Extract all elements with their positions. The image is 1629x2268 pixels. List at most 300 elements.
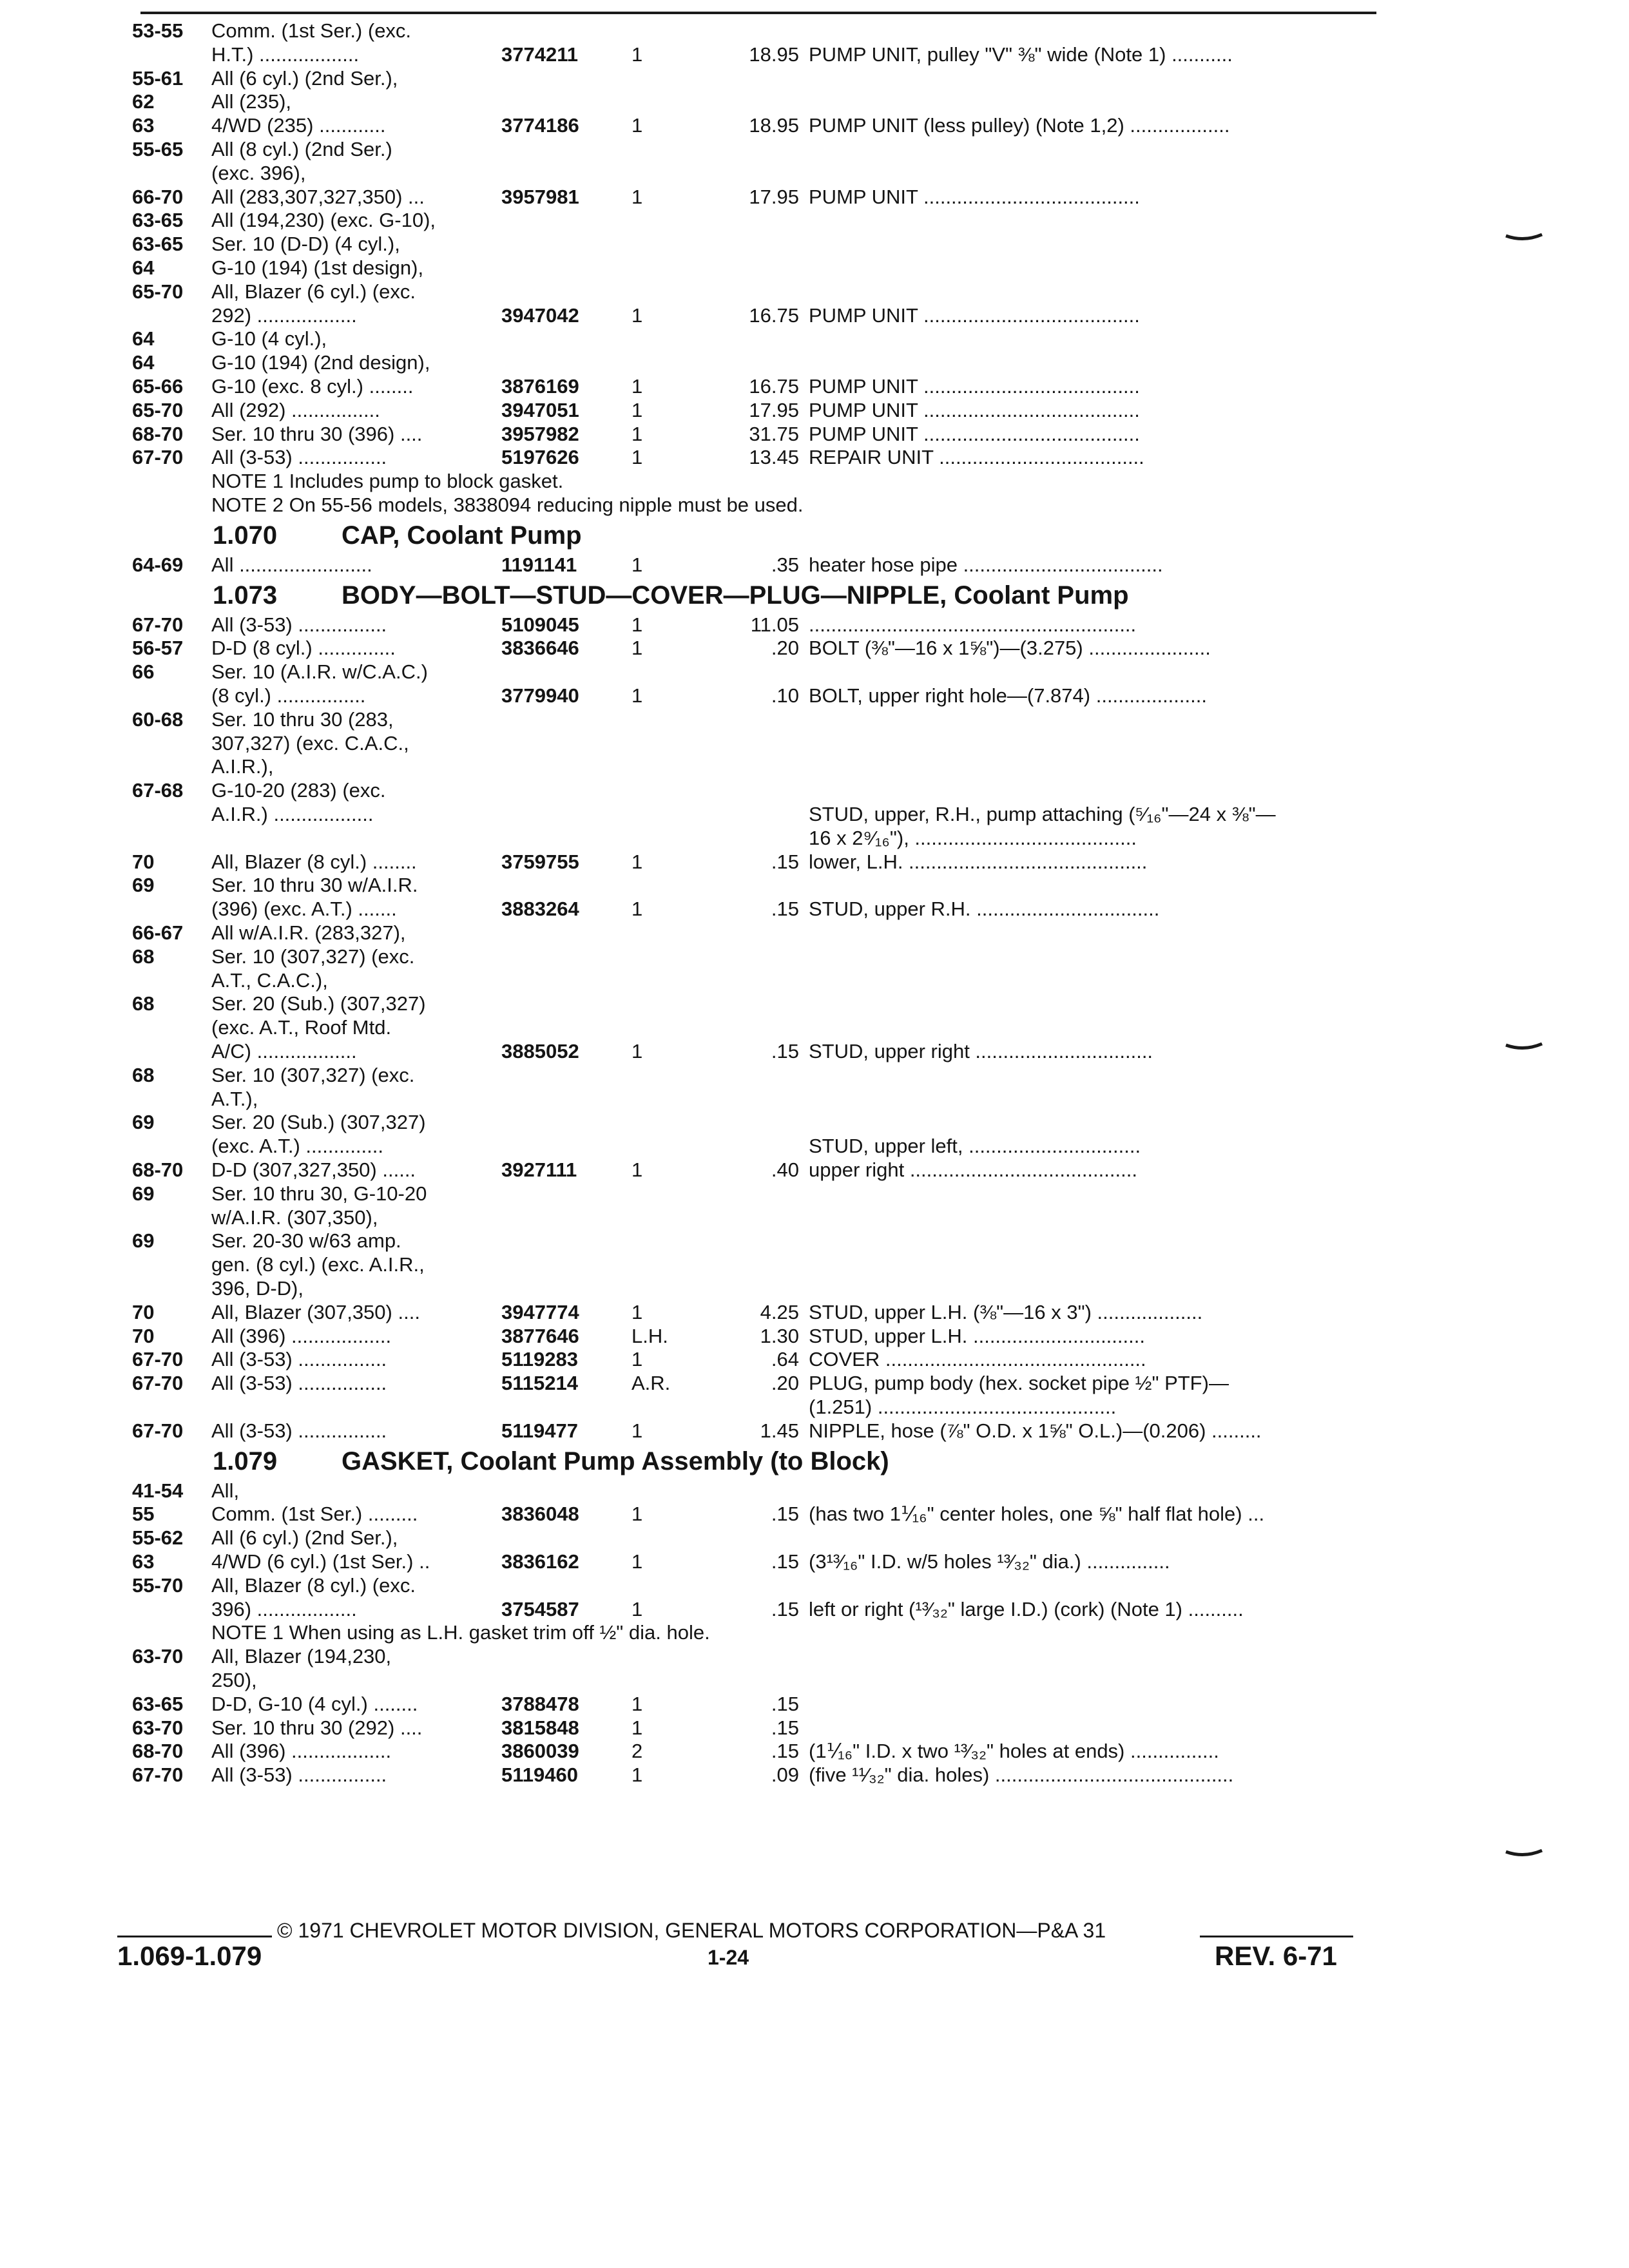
part-description: STUD, upper R.H. .................................	[809, 898, 1160, 921]
part-number: 3759755	[501, 850, 579, 873]
model-year: 65-70	[132, 280, 184, 303]
model-description: All ........................	[211, 553, 372, 576]
model-year: 62	[132, 90, 155, 113]
part-row	[0, 1205, 1629, 1231]
part-number: 3947774	[501, 1300, 579, 1323]
model-year: 69	[132, 1229, 155, 1253]
part-row	[0, 635, 1629, 661]
part-row	[0, 552, 1629, 578]
part-description: STUD, upper right ................................	[809, 1040, 1153, 1062]
model-year: 63-70	[132, 1645, 184, 1668]
part-row	[0, 1347, 1629, 1372]
model-description: All, Blazer (194,230,	[211, 1645, 392, 1668]
part-row	[0, 279, 1629, 305]
section-number: 1.079	[213, 1446, 278, 1475]
footer-section-range: 1.069-1.079	[117, 1941, 262, 1971]
part-row	[0, 920, 1629, 946]
part-number: 3947042	[501, 303, 579, 327]
model-year: 68-70	[132, 1158, 184, 1181]
part-number: 3779940	[501, 684, 579, 707]
price: 16.75	[749, 303, 799, 327]
model-description: Ser. 10 (307,327) (exc.	[211, 1063, 415, 1086]
part-description: heater hose pipe ....................................	[809, 553, 1163, 576]
part-row	[0, 326, 1629, 352]
part-number: 3774186	[501, 114, 579, 137]
model-description: All (3-53) ................	[211, 1763, 387, 1787]
model-description: gen. (8 cyl.) (exc. A.I.R.,	[211, 1253, 425, 1276]
quantity: 1	[631, 1040, 643, 1062]
part-row	[0, 612, 1629, 638]
price: .10	[771, 684, 799, 707]
part-number: 3876169	[501, 375, 579, 398]
part-row	[0, 1762, 1629, 1788]
part-row	[0, 374, 1629, 399]
model-description: All (283,307,327,350) ...	[211, 185, 425, 208]
part-description: REPAIR UNIT .....................................	[809, 446, 1144, 469]
part-row	[0, 1478, 1629, 1504]
footer-rule-left	[117, 1936, 272, 1937]
model-year: 63	[132, 114, 155, 137]
model-year: 56-57	[132, 637, 184, 660]
part-row	[0, 968, 1629, 994]
part-number: 1191141	[501, 553, 577, 576]
price: .15	[771, 898, 799, 921]
model-year: 68	[132, 992, 155, 1015]
margin-mark	[1505, 1849, 1543, 1858]
model-year: 64	[132, 327, 155, 351]
model-year: 63	[132, 1550, 155, 1573]
part-row	[0, 1667, 1629, 1693]
quantity: 1	[631, 1503, 643, 1526]
model-description: 4/WD (235) ............	[211, 114, 386, 137]
quantity: 1	[631, 613, 643, 636]
part-number: 5119477	[501, 1419, 578, 1442]
model-year: 67-68	[132, 779, 184, 802]
part-row	[0, 445, 1629, 470]
model-description: Ser. 10 thru 30, G-10-20	[211, 1182, 427, 1205]
model-description: G-10 (194) (1st design),	[211, 256, 424, 279]
part-row	[0, 1039, 1629, 1064]
part-row	[0, 1086, 1629, 1112]
model-description: All (396) ..................	[211, 1324, 392, 1347]
model-description: All (6 cyl.) (2nd Ser.),	[211, 1526, 398, 1550]
part-description: (five ¹¹⁄₃₂" dia. holes) ...........................................	[809, 1763, 1234, 1787]
model-year: 66-70	[132, 185, 184, 208]
model-description: Ser. 20 (Sub.) (307,327)	[211, 992, 426, 1015]
part-row	[0, 1252, 1629, 1278]
model-description: A.T., C.A.C.),	[211, 968, 328, 992]
model-year: 55-61	[132, 66, 184, 90]
part-number: 3877646	[501, 1324, 579, 1347]
part-description: NIPPLE, hose (⅞" O.D. x 1⅝" O.L.)—(0.206) .........	[809, 1419, 1262, 1442]
quantity: 1	[631, 446, 643, 469]
model-year: 55-65	[132, 138, 184, 160]
model-description: Ser. 10 thru 30 (292) ....	[211, 1716, 423, 1739]
price: .15	[771, 1692, 799, 1715]
model-description: Ser. 10 (307,327) (exc.	[211, 945, 415, 968]
part-description: PLUG, pump body (hex. socket pipe ½" PTF)—	[809, 1372, 1229, 1395]
part-description: STUD, upper, R.H., pump attaching (⁵⁄₁₆"—24 x ⅜"—	[809, 803, 1276, 825]
quantity: 1	[631, 1158, 643, 1181]
part-row	[0, 683, 1629, 709]
model-description: Ser. 10 thru 30 (396) ....	[211, 422, 423, 445]
price: 16.75	[749, 375, 799, 398]
quantity: 1	[631, 1300, 643, 1323]
model-description: w/A.I.R. (307,350),	[211, 1206, 378, 1229]
model-description: 307,327) (exc. C.A.C.,	[211, 731, 409, 754]
part-description: (has two 1⅟₁₆" center holes, one ⅝" half flat hole) ...	[809, 1503, 1265, 1526]
part-number: 5115214	[501, 1372, 578, 1395]
quantity: 1	[631, 684, 643, 707]
quantity: L.H.	[631, 1324, 668, 1347]
part-number: 5197626	[501, 446, 579, 469]
model-year: 68-70	[132, 422, 184, 445]
part-description: BOLT (⅜"—16 x 1⅝")—(3.275) ......................	[809, 637, 1211, 660]
part-row	[0, 1370, 1629, 1396]
price: .15	[771, 1040, 799, 1062]
model-description: Ser. 10 thru 30 (283,	[211, 707, 394, 731]
model-description: All w/A.I.R. (283,327),	[211, 921, 406, 944]
quantity: 1	[631, 185, 643, 208]
quantity: 2	[631, 1740, 643, 1763]
price: .64	[771, 1348, 799, 1371]
model-description: G-10 (exc. 8 cyl.) ........	[211, 375, 414, 398]
margin-mark	[1505, 1043, 1543, 1052]
model-description: All, Blazer (8 cyl.) (exc.	[211, 1573, 416, 1597]
model-description: (exc. A.T., Roof Mtd.	[211, 1016, 392, 1039]
part-description: STUD, upper L.H. (⅜"—16 x 3") ...................	[809, 1300, 1203, 1323]
model-description: All (3-53) ................	[211, 1348, 387, 1371]
section-title: BODY—BOLT—STUD—COVER—PLUG—NIPPLE, Coolant Pump	[342, 581, 1129, 610]
part-description: PUMP UNIT .......................................	[809, 422, 1140, 445]
model-year: 63-65	[132, 1692, 184, 1715]
part-number: 3774211	[501, 43, 578, 66]
model-description: Ser. 10 (D-D) (4 cyl.),	[211, 233, 400, 256]
model-description: D-D (8 cyl.) ..............	[211, 637, 396, 660]
part-description: ...........................................................	[809, 613, 1137, 636]
quantity: 1	[631, 1716, 643, 1739]
quantity: 1	[631, 1550, 643, 1573]
price: .15	[771, 1716, 799, 1739]
model-year: 63-65	[132, 209, 184, 232]
price: 4.25	[760, 1300, 799, 1323]
model-description: (396) (exc. A.T.) .......	[211, 898, 397, 921]
model-description: All (3-53) ................	[211, 446, 387, 469]
model-description: All (235),	[211, 90, 292, 113]
model-year: 67-70	[132, 1348, 184, 1371]
model-year: 65-70	[132, 398, 184, 421]
model-year: 53-55	[132, 19, 184, 42]
model-year: 66	[132, 660, 155, 684]
part-number: 3860039	[501, 1740, 579, 1763]
model-description: (exc. A.T.) ..............	[211, 1135, 383, 1158]
part-row	[0, 1133, 1629, 1159]
quantity: 1	[631, 898, 643, 921]
part-row	[0, 1228, 1629, 1254]
price: .20	[771, 1372, 799, 1395]
part-row	[0, 89, 1629, 115]
model-year: 68	[132, 945, 155, 968]
price: .15	[771, 1740, 799, 1763]
model-description: All (292) ................	[211, 398, 380, 421]
part-description: lower, L.H. ...........................................	[809, 850, 1148, 873]
model-year: 69	[132, 1111, 155, 1134]
price: 13.45	[749, 446, 799, 469]
part-row	[0, 1418, 1629, 1444]
model-description: All (3-53) ................	[211, 613, 387, 636]
part-row	[0, 778, 1629, 803]
quantity: 1	[631, 1597, 643, 1620]
part-description: STUD, upper left, ...............................	[809, 1135, 1141, 1158]
part-number: 3836162	[501, 1550, 579, 1573]
quantity: 1	[631, 1692, 643, 1715]
model-description: All, Blazer (307,350) ....	[211, 1300, 420, 1323]
part-number: 3885052	[501, 1040, 579, 1062]
quantity: 1	[631, 114, 643, 137]
part-number: 5119460	[501, 1763, 578, 1787]
part-description: BOLT, upper right hole—(7.874) ....................	[809, 684, 1207, 707]
model-year: 66-67	[132, 921, 184, 944]
part-row	[0, 754, 1629, 780]
model-year: 70	[132, 850, 155, 873]
section-number: 1.070	[213, 521, 278, 550]
part-number: 3927111	[501, 1158, 577, 1181]
part-row	[0, 707, 1629, 733]
part-description: PUMP UNIT .......................................	[809, 303, 1140, 327]
note-row	[0, 492, 1629, 518]
part-row	[0, 1691, 1629, 1717]
part-number: 3883264	[501, 898, 579, 921]
model-year: 69	[132, 874, 155, 897]
quantity: A.R.	[631, 1372, 671, 1395]
model-description: (8 cyl.) ................	[211, 684, 366, 707]
part-description: 16 x 2⁹⁄₁₆"), ........................................	[809, 826, 1137, 849]
quantity: 1	[631, 850, 643, 873]
part-row	[0, 255, 1629, 281]
part-row	[0, 1573, 1629, 1599]
model-description: 4/WD (6 cyl.) (1st Ser.) ..	[211, 1550, 430, 1573]
part-row	[0, 113, 1629, 139]
section-heading-cap	[0, 519, 1629, 552]
quantity: 1	[631, 1419, 643, 1442]
section-title: GASKET, Coolant Pump Assembly (to Block)	[342, 1446, 889, 1475]
part-row	[0, 1644, 1629, 1669]
part-row	[0, 1525, 1629, 1551]
part-row	[0, 896, 1629, 922]
model-description: All (396) ..................	[211, 1740, 392, 1763]
note-row	[0, 1620, 1629, 1646]
quantity: 1	[631, 1348, 643, 1371]
price: 17.95	[749, 398, 799, 421]
model-year: 67-70	[132, 1419, 184, 1442]
part-row	[0, 42, 1629, 68]
model-description: Ser. 20 (Sub.) (307,327)	[211, 1111, 426, 1134]
model-description: All (194,230) (exc. G-10),	[211, 209, 436, 232]
part-row	[0, 991, 1629, 1017]
model-description: G-10 (194) (2nd design),	[211, 351, 430, 374]
model-description: A.T.),	[211, 1087, 258, 1110]
part-description: (1.251) ...........................................	[809, 1396, 1117, 1418]
price: 17.95	[749, 185, 799, 208]
part-description: PUMP UNIT (less pulley) (Note 1,2) ..................	[809, 114, 1230, 137]
price: .20	[771, 637, 799, 660]
part-description: COVER ...............................................	[809, 1348, 1146, 1371]
part-row	[0, 1738, 1629, 1764]
part-number: 3957982	[501, 422, 579, 445]
price: 11.05	[750, 613, 799, 636]
note-text: NOTE 2 On 55-56 models, 3838094 reducing nipple must be used.	[211, 494, 804, 516]
price: 31.75	[749, 422, 799, 445]
model-description: G-10 (4 cyl.),	[211, 327, 327, 351]
part-row	[0, 1015, 1629, 1041]
quantity: 1	[631, 1763, 643, 1787]
model-description: A.I.R.),	[211, 755, 274, 778]
model-description: 292) ..................	[211, 303, 357, 327]
part-row	[0, 421, 1629, 447]
part-description: upper right .........................................	[809, 1158, 1137, 1181]
part-number: 3836646	[501, 637, 579, 660]
model-year: 64	[132, 256, 155, 279]
part-row	[0, 184, 1629, 210]
part-number: 5109045	[501, 613, 579, 636]
quantity: 1	[631, 422, 643, 445]
footer-page-number: 1-24	[708, 1946, 749, 1969]
model-description: Comm. (1st Ser.) (exc.	[211, 19, 412, 42]
model-year: 67-70	[132, 1763, 184, 1787]
model-description: D-D, G-10 (4 cyl.) ........	[211, 1692, 418, 1715]
part-row	[0, 1110, 1629, 1135]
part-row	[0, 1549, 1629, 1575]
model-description: A/C) ..................	[211, 1040, 357, 1062]
model-description: H.T.) ..................	[211, 43, 360, 66]
model-year: 70	[132, 1300, 155, 1323]
model-description: All (3-53) ................	[211, 1372, 387, 1395]
price: 18.95	[749, 43, 799, 66]
part-number: 3947051	[501, 398, 579, 421]
model-year: 55-62	[132, 1526, 184, 1550]
price: .09	[771, 1763, 799, 1787]
part-description: PUMP UNIT .......................................	[809, 398, 1140, 421]
model-description: Comm. (1st Ser.) .........	[211, 1503, 418, 1526]
part-row	[0, 872, 1629, 898]
model-description: Ser. 20-30 w/63 amp.	[211, 1229, 401, 1253]
model-year: 55	[132, 1503, 155, 1526]
model-description: All (6 cyl.) (2nd Ser.),	[211, 66, 398, 90]
part-description: left or right (¹³⁄₃₂" large I.D.) (cork) (Note 1) ..........	[809, 1597, 1244, 1620]
model-year: 67-70	[132, 613, 184, 636]
part-number: 3788478	[501, 1692, 579, 1715]
part-description: (1⅟₁₆" I.D. x two ¹³⁄₃₂" holes at ends) ................	[809, 1740, 1219, 1763]
part-row	[0, 1157, 1629, 1183]
model-year: 41-54	[132, 1479, 184, 1502]
model-year: 63-65	[132, 233, 184, 256]
part-description: PUMP UNIT .......................................	[809, 375, 1140, 398]
price: 1.45	[760, 1419, 799, 1442]
model-description: D-D (307,327,350) ......	[211, 1158, 416, 1181]
model-description: All (8 cyl.) (2nd Ser.)	[211, 138, 392, 160]
model-description: Ser. 10 (A.I.R. w/C.A.C.)	[211, 660, 428, 684]
part-row	[0, 350, 1629, 376]
part-row	[0, 1597, 1629, 1622]
footer-copyright: © 1971 CHEVROLET MOTOR DIVISION, GENERAL MOTORS CORPORATION—P&A 31	[277, 1919, 1106, 1942]
price: .40	[771, 1158, 799, 1181]
part-row	[0, 825, 1629, 851]
part-description: PUMP UNIT .......................................	[809, 185, 1140, 208]
quantity: 1	[631, 43, 643, 66]
part-number: 3754587	[501, 1597, 579, 1620]
footer-rule-right	[1200, 1936, 1353, 1937]
model-description: Ser. 10 thru 30 w/A.I.R.	[211, 874, 418, 897]
part-row	[0, 66, 1629, 91]
model-year: 68	[132, 1063, 155, 1086]
model-description: All, Blazer (8 cyl.) ........	[211, 850, 417, 873]
price: 1.30	[760, 1324, 799, 1347]
part-description: PUMP UNIT, pulley "V" ⅜" wide (Note 1) ...........	[809, 43, 1233, 66]
model-year: 67-70	[132, 1372, 184, 1395]
model-description: 396, D-D),	[211, 1277, 304, 1300]
price: .15	[771, 850, 799, 873]
part-number: 3836048	[501, 1503, 579, 1526]
model-description: All, Blazer (6 cyl.) (exc.	[211, 280, 416, 303]
model-description: (exc. 396),	[211, 161, 306, 184]
quantity: 1	[631, 398, 643, 421]
part-row	[0, 137, 1629, 162]
part-row	[0, 303, 1629, 329]
note-text: NOTE 1 When using as L.H. gasket trim off ½" dia. hole.	[211, 1621, 710, 1644]
part-row	[0, 398, 1629, 423]
part-row	[0, 944, 1629, 970]
price: .15	[771, 1550, 799, 1573]
part-row	[0, 802, 1629, 827]
price: .15	[771, 1597, 799, 1620]
part-row	[0, 849, 1629, 875]
part-description: (3¹³⁄₁₆" I.D. w/5 holes ¹³⁄₃₂" dia.) ...............	[809, 1550, 1170, 1573]
model-year: 55-70	[132, 1573, 184, 1597]
model-year: 60-68	[132, 707, 184, 731]
part-number: 3815848	[501, 1716, 579, 1739]
model-year: 65-66	[132, 375, 184, 398]
model-year: 63-70	[132, 1716, 184, 1739]
model-year: 70	[132, 1324, 155, 1347]
section-title: CAP, Coolant Pump	[342, 521, 582, 550]
quantity: 1	[631, 553, 643, 576]
part-row	[0, 207, 1629, 233]
part-row	[0, 1276, 1629, 1302]
quantity: 1	[631, 303, 643, 327]
part-number: 3957981	[501, 185, 579, 208]
section-heading-gasket	[0, 1445, 1629, 1478]
model-year: 64-69	[132, 553, 184, 576]
part-row	[0, 1394, 1629, 1420]
part-row	[0, 160, 1629, 186]
model-year: 68-70	[132, 1740, 184, 1763]
model-year: 69	[132, 1182, 155, 1205]
part-row	[0, 1715, 1629, 1741]
footer-revision: REV. 6-71	[1215, 1941, 1337, 1971]
section-number: 1.073	[213, 581, 278, 610]
part-row	[0, 659, 1629, 685]
model-description: A.I.R.) ..................	[211, 803, 374, 825]
model-description: All (3-53) ................	[211, 1419, 387, 1442]
model-description: All,	[211, 1479, 240, 1502]
part-row	[0, 231, 1629, 257]
quantity: 1	[631, 637, 643, 660]
section-heading-body	[0, 579, 1629, 612]
part-row	[0, 731, 1629, 756]
price: .15	[771, 1503, 799, 1526]
part-number: 5119283	[501, 1348, 578, 1371]
price: 18.95	[749, 114, 799, 137]
